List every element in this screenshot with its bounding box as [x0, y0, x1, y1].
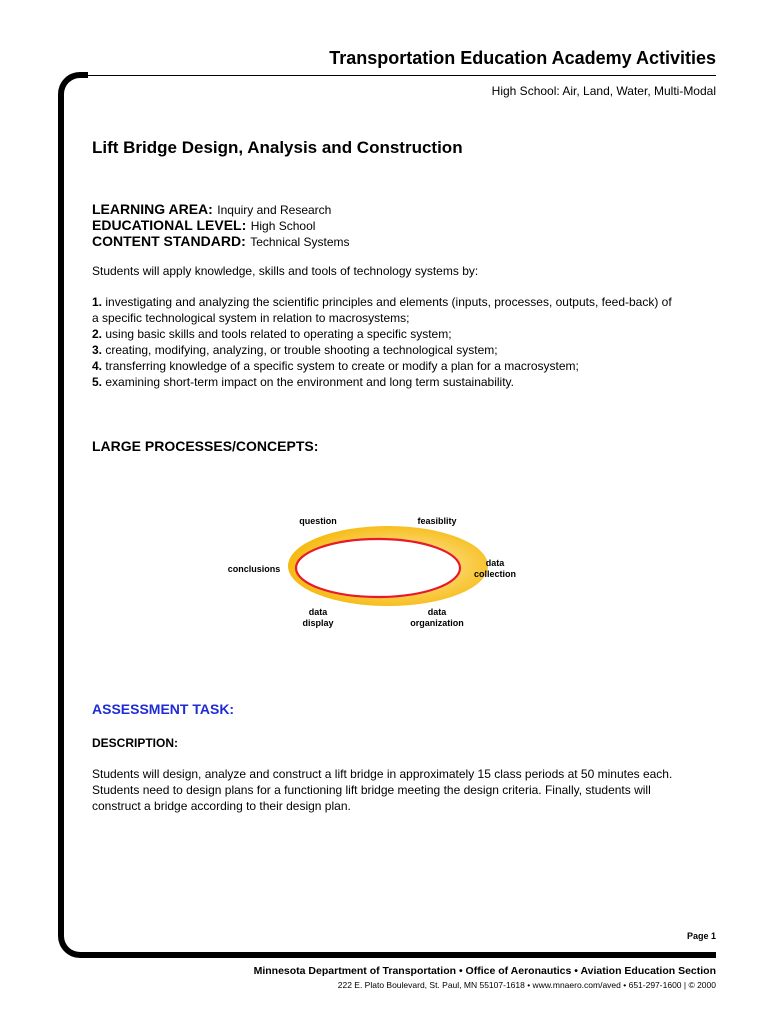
label-data-display-1: data — [308, 607, 328, 617]
meta-value: Technical Systems — [250, 235, 350, 249]
header-title: Transportation Education Academy Activities — [329, 48, 716, 68]
meta-value: Inquiry and Research — [217, 203, 332, 217]
objective-number: 2. — [92, 327, 103, 341]
frame-left-bar — [58, 98, 64, 934]
objective-item — [92, 374, 672, 390]
header-subtitle: High School: Air, Land, Water, Multi-Modal — [491, 84, 716, 98]
processes-heading: LARGE PROCESSES/CONCEPTS: — [92, 438, 319, 454]
footer-organization: Minnesota Department of Transportation • Office of Aeronautics • Aviation Education Section — [253, 965, 716, 977]
label-feasibility: feasiblity — [417, 516, 457, 526]
meta-block — [92, 202, 350, 250]
label-data-collection-1: data — [485, 558, 505, 568]
objectives-list — [92, 294, 672, 390]
objective-number: 5. — [92, 375, 103, 389]
label-data-display-2: display — [302, 618, 334, 628]
meta-learning-area — [92, 202, 350, 218]
footer-address: 222 E. Plato Boulevard, St. Paul, MN 55107-1618 • www.mnaero.com/aved • 651-297-1600 | © 2000 — [337, 980, 716, 990]
objective-number: 1. — [92, 295, 103, 309]
label-data-organization-1: data — [427, 607, 447, 617]
process-cycle-diagram — [220, 506, 540, 636]
intro-text: Students will apply knowledge, skills and tools of technology systems by: — [92, 264, 479, 278]
meta-value: High School — [250, 219, 316, 233]
document-title: Lift Bridge Design, Analysis and Construction — [92, 138, 463, 157]
meta-content-standard — [92, 234, 350, 250]
meta-educational-level — [92, 218, 350, 234]
label-data-collection-2: collection — [473, 569, 517, 579]
objective-item — [92, 294, 672, 326]
label-question: question — [299, 516, 337, 526]
meta-key: CONTENT STANDARD: — [92, 233, 246, 249]
objective-item — [92, 342, 672, 358]
objective-number: 4. — [92, 359, 103, 373]
objective-text: creating, modifying, analyzing, or trouble shooting a technological system; — [105, 343, 498, 357]
objective-text: transferring knowledge of a specific system to create or modify a plan for a macrosystem; — [105, 359, 579, 373]
label-conclusions: conclusions — [227, 564, 281, 574]
meta-key: LEARNING AREA: — [92, 201, 213, 217]
description-heading: DESCRIPTION: — [92, 736, 179, 750]
page-number: Page 1 — [686, 931, 716, 941]
header-rule — [82, 75, 716, 76]
objective-number: 3. — [92, 343, 103, 357]
objective-item — [92, 358, 672, 374]
objective-text: investigating and analyzing the scientific principles and elements (inputs, processes, outputs, feed-back) of a specific technological system in relation to macrosystems; — [92, 295, 672, 325]
assessment-heading: ASSESSMENT TASK: — [92, 701, 235, 717]
objective-text: examining short-term impact on the environment and long term sustainability. — [105, 375, 514, 389]
meta-key: EDUCATIONAL LEVEL: — [92, 217, 247, 233]
label-data-organization-2: organization — [410, 618, 464, 628]
footer-rule — [82, 952, 716, 958]
objective-text: using basic skills and tools related to operating a specific system; — [105, 327, 452, 341]
objective-item — [92, 326, 672, 342]
description-body: Students will design, analyze and construct a lift bridge in approximately 15 class periods at 50 minutes each. Students need to design plans for a functioning lift bridge meeting the design criteria. Finally, students will construct a bridge according to their design plan. — [92, 767, 673, 813]
